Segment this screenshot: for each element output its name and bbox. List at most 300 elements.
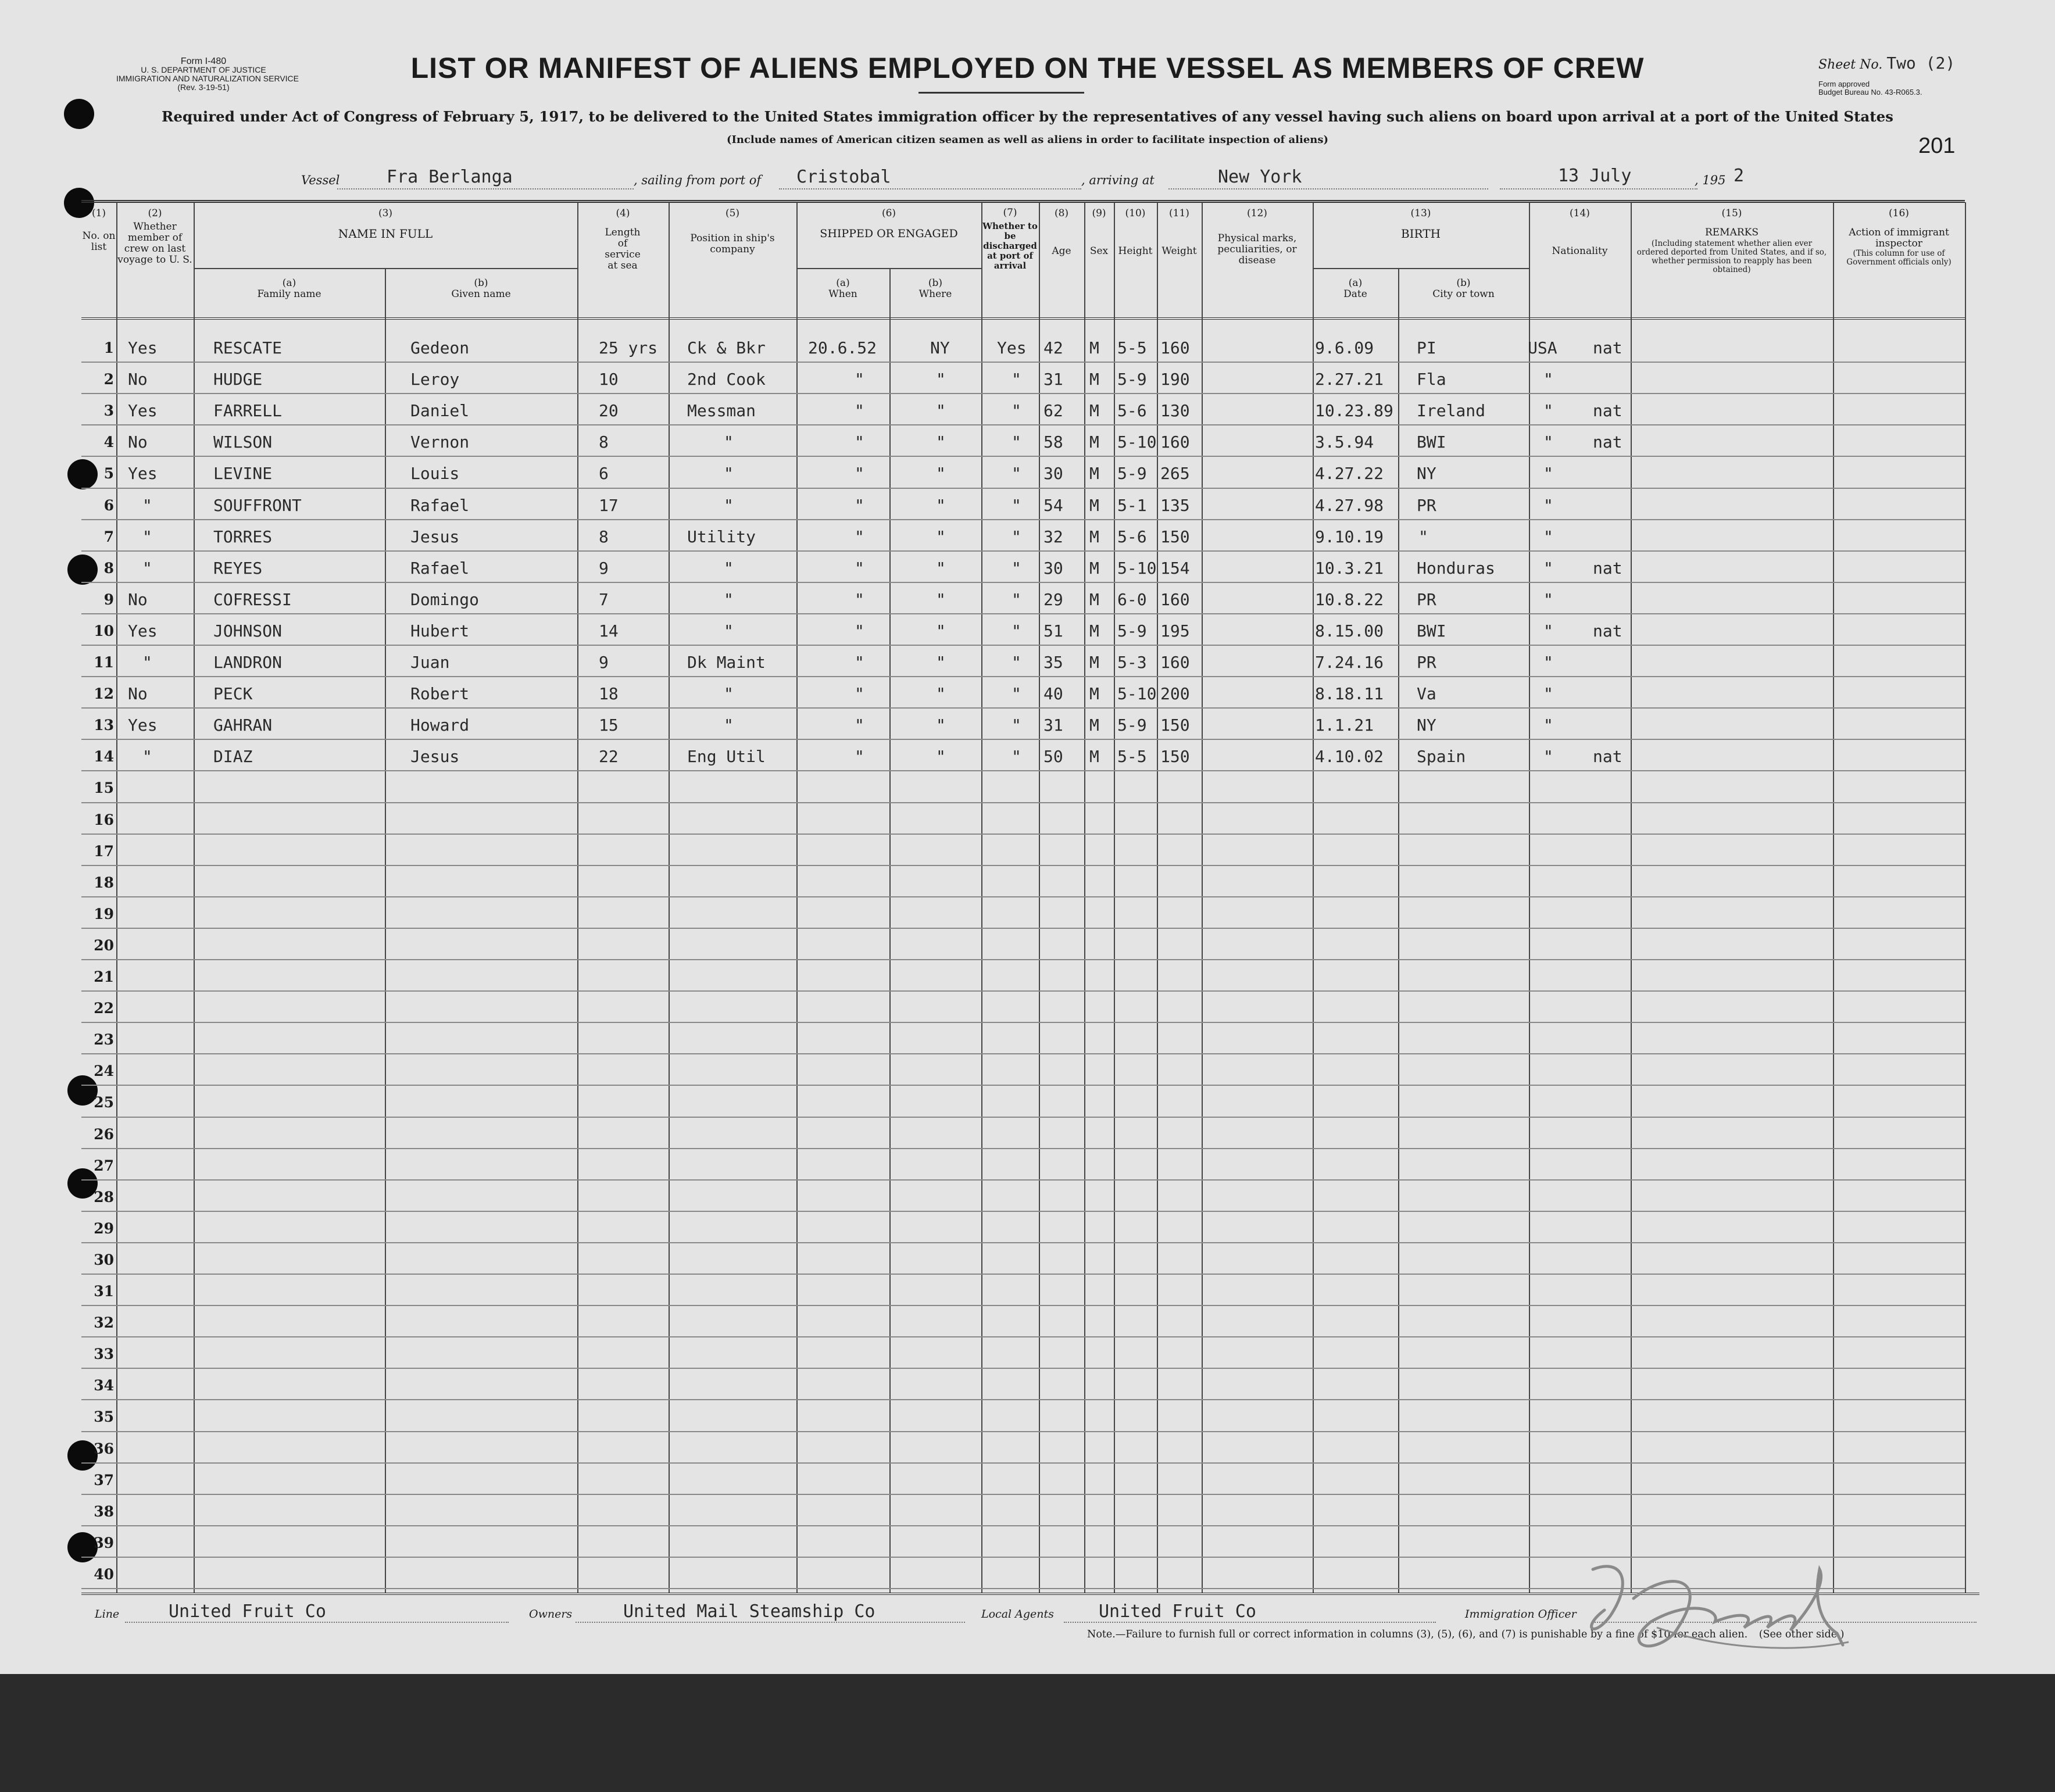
crew-shipped-when: " <box>855 558 864 578</box>
crew-birth-date: 8.15.00 <box>1315 621 1384 641</box>
column-divider <box>194 202 195 1593</box>
crew-position: " <box>724 464 734 484</box>
row-number: 2 <box>103 371 114 388</box>
crew-birth-date: 10.23.89 <box>1315 401 1393 421</box>
form-rev: (Rev. 3-19-51) <box>177 83 230 92</box>
crew-family-name: SOUFFRONT <box>213 495 302 515</box>
row-rule <box>81 613 1965 614</box>
row-rule <box>81 1022 1965 1023</box>
row-number: 16 <box>94 811 114 828</box>
col-label-15: REMARKS <box>1704 227 1759 238</box>
crew-shipped-when: " <box>855 653 864 672</box>
crew-service-length: 22 <box>599 747 619 767</box>
crew-height: 5-9 <box>1117 716 1147 735</box>
crew-discharged: " <box>1012 684 1021 704</box>
crew-nationality: " <box>1543 401 1553 421</box>
crew-sex: M <box>1089 653 1099 672</box>
arrival-year: 2 <box>1734 166 1745 186</box>
row-rule <box>81 770 1965 771</box>
crew-sex: M <box>1089 401 1099 421</box>
scan-border <box>0 1674 2055 1792</box>
col-num-3b: (b) <box>474 277 488 289</box>
crew-naturalized: nat <box>1593 338 1622 357</box>
crew-family-name: JOHNSON <box>213 621 283 641</box>
crew-service-length: 20 <box>599 401 619 421</box>
crew-family-name: REYES <box>213 558 263 578</box>
crew-family-name: WILSON <box>213 432 273 452</box>
crew-shipped-when: " <box>855 621 864 641</box>
crew-weight: 160 <box>1160 338 1190 357</box>
row-rule <box>81 1274 1965 1275</box>
crew-shipped-when: " <box>855 495 864 515</box>
row-rule <box>81 865 1965 866</box>
crew-shipped-where: " <box>936 716 946 735</box>
col-label-4: Length of service at sea <box>605 227 641 271</box>
col-label-11: Weight <box>1161 245 1197 257</box>
crew-nationality: " <box>1543 558 1553 578</box>
crew-sex: M <box>1089 589 1099 609</box>
crew-age: 50 <box>1043 747 1063 767</box>
row-number: 3 <box>103 402 114 420</box>
col-label-9: Sex <box>1089 245 1109 257</box>
row-rule <box>81 456 1965 457</box>
crew-shipped-where: " <box>936 401 946 421</box>
col-label-3: NAME IN FULL <box>338 227 433 241</box>
crew-given-name: Rafael <box>410 495 470 515</box>
col-header-9 <box>1084 208 1114 257</box>
crew-family-name: LANDRON <box>213 653 283 672</box>
crew-height: 5-9 <box>1117 464 1147 484</box>
col-num-6: (6) <box>881 208 896 219</box>
crew-family-name: DIAZ <box>213 747 253 767</box>
arriving-label: , arriving at <box>1081 173 1155 187</box>
form-dept: U. S. DEPARTMENT OF JUSTICE <box>141 65 266 74</box>
crew-nationality: " <box>1543 464 1553 484</box>
row-rule <box>81 928 1965 929</box>
col-num-6b: (b) <box>928 277 943 289</box>
row-rule <box>81 1462 1965 1464</box>
footer-officer-label: Immigration Officer <box>1465 1608 1577 1621</box>
row-rule <box>81 424 1965 425</box>
crew-birth-date: 4.10.02 <box>1315 747 1384 767</box>
crew-given-name: Juan <box>410 653 450 672</box>
approved-line-2: Budget Bureau No. 43-R065.3. <box>1818 88 1922 96</box>
crew-given-name: Gedeon <box>410 338 470 357</box>
row-number: 31 <box>94 1283 114 1300</box>
row-rule <box>81 550 1965 552</box>
crew-nationality: " <box>1543 747 1553 767</box>
crew-given-name: Hubert <box>410 621 470 641</box>
title-underline <box>919 92 1084 94</box>
crew-sex: M <box>1089 716 1099 735</box>
col-num-12: (12) <box>1247 208 1267 219</box>
crew-weight: 154 <box>1160 558 1190 578</box>
crew-last-voyage: Yes <box>128 621 158 641</box>
sheet-value: Two (2) <box>1886 53 1956 73</box>
crew-shipped-when: 20.6.52 <box>808 338 877 357</box>
col-header-1 <box>81 208 116 253</box>
crew-weight: 265 <box>1160 464 1190 484</box>
col-num-13: (13) <box>1410 208 1431 219</box>
crew-service-length: 17 <box>599 495 619 515</box>
row-rule <box>81 1242 1965 1243</box>
crew-age: 51 <box>1043 621 1063 641</box>
col-num-10: (10) <box>1125 208 1146 219</box>
column-divider <box>1114 202 1115 1593</box>
col-label-8: Age <box>1052 245 1071 257</box>
row-rule <box>81 1053 1965 1054</box>
col-header-10 <box>1114 208 1157 257</box>
crew-discharged: Yes <box>997 338 1027 357</box>
crew-discharged: " <box>1012 401 1021 421</box>
row-rule <box>81 990 1965 992</box>
col-num-5: (5) <box>725 208 740 219</box>
subtitle: Required under Act of Congress of February 5, 1917, to be delivered to the United States immigration officer by the representatives of any vessel having such aliens on board upon arrival at a port of the United States <box>162 108 1893 125</box>
column-divider <box>669 202 670 1593</box>
column-divider <box>1039 202 1040 1593</box>
crew-service-length: 9 <box>599 653 609 672</box>
crew-height: 5-9 <box>1117 621 1147 641</box>
col-header-3a <box>194 278 385 300</box>
col-label-14: Nationality <box>1552 245 1608 257</box>
crew-shipped-where: " <box>936 432 946 452</box>
crew-given-name: Vernon <box>410 432 470 452</box>
crew-shipped-where: " <box>936 464 946 484</box>
crew-shipped-where: " <box>936 747 946 767</box>
col-num-15: (15) <box>1721 208 1742 219</box>
footer-note-text: Note.—Failure to furnish full or correct information in columns (3), (5), (6), and (7) is punishable by a fine of $10 for each alien. <box>1087 1629 1748 1640</box>
col-label-13: BIRTH <box>1400 227 1441 241</box>
row-rule <box>81 1336 1965 1337</box>
col-header-13a <box>1313 278 1398 300</box>
crew-height: 6-0 <box>1117 589 1147 609</box>
crew-weight: 150 <box>1160 527 1190 546</box>
crew-weight: 130 <box>1160 401 1190 421</box>
crew-service-length: 10 <box>599 370 619 389</box>
row-rule <box>81 1305 1965 1306</box>
column-divider <box>1631 202 1632 1593</box>
crew-birth-city: Va <box>1417 684 1436 704</box>
row-rule <box>81 1368 1965 1369</box>
row-number: 15 <box>94 779 114 797</box>
crew-weight: 200 <box>1160 684 1190 704</box>
row-number: 14 <box>94 748 114 766</box>
column-divider <box>1084 202 1085 1593</box>
col-header-5 <box>669 208 796 255</box>
crew-height: 5-10 <box>1117 432 1157 452</box>
crew-naturalized: nat <box>1593 747 1622 767</box>
crew-sex: M <box>1089 558 1099 578</box>
crew-position: Ck & Bkr <box>687 338 766 357</box>
crew-last-voyage: Yes <box>128 401 158 421</box>
crew-nationality: " <box>1543 716 1553 735</box>
row-rule <box>81 739 1965 740</box>
crew-shipped-when: " <box>855 684 864 704</box>
crew-age: 30 <box>1043 558 1063 578</box>
dotted-line <box>1064 1622 1436 1623</box>
crew-naturalized: nat <box>1593 621 1622 641</box>
crew-last-voyage: " <box>142 653 152 672</box>
crew-position: " <box>724 558 734 578</box>
col-num-13b: (b) <box>1456 277 1471 289</box>
crew-age: 54 <box>1043 495 1063 515</box>
crew-family-name: RESCATE <box>213 338 283 357</box>
footer-agents: United Fruit Co <box>1099 1601 1256 1622</box>
row-number: 26 <box>94 1125 114 1143</box>
col-num-14: (14) <box>1570 208 1590 219</box>
port-label: , sailing from port of <box>634 173 762 187</box>
col-label-5: Position in ship's company <box>690 233 775 255</box>
col-num-6a: (a) <box>836 277 850 289</box>
crew-service-length: 25 yrs <box>599 338 658 357</box>
crew-shipped-where: " <box>936 589 946 609</box>
row-rule <box>81 802 1965 803</box>
crew-family-name: GAHRAN <box>213 716 273 735</box>
crew-shipped-when: " <box>855 747 864 767</box>
column-divider <box>577 202 578 1593</box>
row-number: 1 <box>103 339 114 356</box>
subheader-rule <box>194 268 577 269</box>
page-number: 201 <box>1918 134 1956 158</box>
crew-birth-date: 4.27.98 <box>1315 495 1384 515</box>
col-header-4 <box>577 208 669 271</box>
col-label-6a: When <box>828 288 857 300</box>
footer-line-label: Line <box>95 1608 120 1621</box>
crew-position: " <box>724 432 734 452</box>
arriving-port: New York <box>1218 167 1302 187</box>
col-label-13b: City or town <box>1432 288 1495 300</box>
row-number: 5 <box>103 465 114 482</box>
page-title: LIST OR MANIFEST OF ALIENS EMPLOYED ON THE VESSEL AS MEMBERS OF CREW <box>410 52 1645 84</box>
crew-birth-date: 9.10.19 <box>1315 527 1384 546</box>
crew-position: " <box>724 684 734 704</box>
crew-family-name: TORRES <box>213 527 273 546</box>
crew-given-name: Robert <box>410 684 470 704</box>
crew-shipped-when: " <box>855 401 864 421</box>
crew-shipped-where: " <box>936 621 946 641</box>
row-rule <box>81 1494 1965 1495</box>
crew-discharged: " <box>1012 653 1021 672</box>
col-label-16: Action of immigrant inspector <box>1849 227 1949 249</box>
crew-nationality: USA <box>1528 338 1557 357</box>
col-header-12 <box>1202 208 1313 266</box>
crew-discharged: " <box>1012 716 1021 735</box>
crew-height: 5-1 <box>1117 495 1147 515</box>
col-num-3: (3) <box>378 208 393 219</box>
crew-birth-date: 7.24.16 <box>1315 653 1384 672</box>
column-divider <box>1202 202 1203 1593</box>
crew-height: 5-9 <box>1117 370 1147 389</box>
year-label: , 195 <box>1695 173 1726 187</box>
crew-age: 31 <box>1043 370 1063 389</box>
crew-age: 58 <box>1043 432 1063 452</box>
crew-height: 5-6 <box>1117 527 1147 546</box>
crew-last-voyage: No <box>128 370 148 389</box>
crew-service-length: 6 <box>599 464 609 484</box>
crew-weight: 160 <box>1160 589 1190 609</box>
subheader-rule <box>1313 268 1529 269</box>
crew-last-voyage: " <box>142 527 152 546</box>
crew-birth-city: PI <box>1417 338 1436 357</box>
crew-family-name: COFRESSI <box>213 589 292 609</box>
col-header-2 <box>116 208 194 266</box>
row-rule <box>81 519 1965 520</box>
row-number: 38 <box>94 1503 114 1520</box>
crew-family-name: PECK <box>213 684 253 704</box>
crew-sex: M <box>1089 370 1099 389</box>
row-rule <box>81 1085 1965 1086</box>
crew-birth-city: NY <box>1417 716 1436 735</box>
row-number: 33 <box>94 1346 114 1363</box>
row-rule <box>81 1179 1965 1181</box>
crew-age: 42 <box>1043 338 1063 357</box>
row-number: 34 <box>94 1377 114 1394</box>
column-divider <box>385 269 386 1593</box>
crew-height: 5-3 <box>1117 653 1147 672</box>
crew-shipped-when: " <box>855 464 864 484</box>
crew-sex: M <box>1089 464 1099 484</box>
crew-given-name: Jesus <box>410 747 460 767</box>
col-num-13a: (a) <box>1348 277 1363 289</box>
col-label-13a: Date <box>1343 288 1367 300</box>
crew-birth-city: BWI <box>1417 432 1446 452</box>
crew-given-name: Louis <box>410 464 460 484</box>
col-label-3b: Given name <box>451 288 511 300</box>
crew-age: 29 <box>1043 589 1063 609</box>
row-rule <box>81 896 1965 897</box>
crew-position: " <box>724 495 734 515</box>
crew-age: 40 <box>1043 684 1063 704</box>
crew-age: 30 <box>1043 464 1063 484</box>
crew-naturalized: nat <box>1593 401 1622 421</box>
crew-birth-city: PR <box>1417 653 1436 672</box>
row-number: 9 <box>103 591 114 608</box>
crew-nationality: " <box>1543 432 1553 452</box>
dotted-line <box>1500 188 1697 189</box>
subheader-rule <box>796 268 981 269</box>
crew-weight: 190 <box>1160 370 1190 389</box>
crew-position: Messman <box>687 401 756 421</box>
col-label-7: Whether to be discharged at port of arrival <box>982 221 1038 271</box>
row-number: 35 <box>94 1408 114 1426</box>
col-sub-16: (This column for use of Government officials only) <box>1846 249 1952 267</box>
footer-owners-label: Owners <box>529 1608 573 1621</box>
crew-discharged: " <box>1012 464 1021 484</box>
crew-discharged: " <box>1012 747 1021 767</box>
row-rule <box>81 959 1965 960</box>
column-divider <box>1313 202 1314 1593</box>
row-number: 17 <box>94 842 114 860</box>
row-rule <box>81 362 1965 363</box>
crew-birth-city: Ireland <box>1417 401 1486 421</box>
crew-service-length: 18 <box>599 684 619 704</box>
row-rule <box>81 1117 1965 1118</box>
crew-shipped-where: " <box>936 558 946 578</box>
col-label-6b: Where <box>919 288 952 300</box>
crew-shipped-where: NY <box>930 338 950 357</box>
col-header-6 <box>796 208 981 239</box>
header-bottom-rule <box>81 317 1965 320</box>
column-divider <box>889 269 891 1593</box>
crew-birth-city: BWI <box>1417 621 1446 641</box>
crew-weight: 195 <box>1160 621 1190 641</box>
dotted-line <box>576 1622 965 1623</box>
row-number: 29 <box>94 1219 114 1237</box>
row-number: 10 <box>94 622 114 639</box>
form-id: Form I-480 <box>180 56 227 66</box>
row-number: 12 <box>94 685 114 703</box>
crew-age: 62 <box>1043 401 1063 421</box>
row-number: 37 <box>94 1471 114 1489</box>
footer-see-other: (See other side.) <box>1759 1629 1845 1640</box>
crew-weight: 160 <box>1160 432 1190 452</box>
officer-signature <box>1570 1546 1872 1662</box>
crew-birth-city: Fla <box>1417 370 1446 389</box>
crew-discharged: " <box>1012 370 1021 389</box>
crew-discharged: " <box>1012 495 1021 515</box>
col-num-11: (11) <box>1169 208 1189 219</box>
crew-sex: M <box>1089 495 1099 515</box>
crew-position: Dk Maint <box>687 653 766 672</box>
row-rule <box>81 645 1965 646</box>
crew-birth-date: 2.27.21 <box>1315 370 1384 389</box>
crew-birth-city: Spain <box>1417 747 1466 767</box>
crew-shipped-when: " <box>855 716 864 735</box>
crew-nationality: " <box>1543 589 1553 609</box>
crew-discharged: " <box>1012 621 1021 641</box>
crew-position: " <box>724 716 734 735</box>
crew-shipped-when: " <box>855 527 864 546</box>
row-number: 30 <box>94 1251 114 1268</box>
col-header-3 <box>194 208 577 239</box>
row-number: 40 <box>94 1565 114 1583</box>
crew-last-voyage: " <box>142 495 152 515</box>
crew-last-voyage: No <box>128 589 148 609</box>
crew-birth-date: 10.8.22 <box>1315 589 1384 609</box>
column-divider <box>796 202 798 1593</box>
crew-last-voyage: " <box>142 747 152 767</box>
form-approved <box>1818 80 1922 96</box>
crew-service-length: 9 <box>599 558 609 578</box>
crew-position: " <box>724 589 734 609</box>
row-rule <box>81 1431 1965 1432</box>
crew-given-name: Domingo <box>410 589 480 609</box>
row-rule <box>81 676 1965 677</box>
row-number: 24 <box>94 1063 114 1080</box>
row-number: 13 <box>94 717 114 734</box>
crew-given-name: Daniel <box>410 401 470 421</box>
crew-discharged: " <box>1012 558 1021 578</box>
crew-weight: 150 <box>1160 716 1190 735</box>
col-header-8 <box>1039 208 1084 257</box>
row-number: 28 <box>94 1188 114 1206</box>
crew-height: 5-5 <box>1117 338 1147 357</box>
crew-birth-date: 4.27.22 <box>1315 464 1384 484</box>
crew-shipped-where: " <box>936 684 946 704</box>
row-number: 25 <box>94 1094 114 1111</box>
col-header-16 <box>1833 208 1965 267</box>
crew-shipped-where: " <box>936 370 946 389</box>
row-number: 21 <box>94 968 114 985</box>
row-rule <box>81 393 1965 394</box>
crew-position: Eng Util <box>687 747 766 767</box>
crew-naturalized: nat <box>1593 432 1622 452</box>
crew-family-name: HUDGE <box>213 370 263 389</box>
crew-shipped-where: " <box>936 653 946 672</box>
crew-shipped-when: " <box>855 589 864 609</box>
crew-birth-date: 1.1.21 <box>1315 716 1374 735</box>
crew-discharged: " <box>1012 589 1021 609</box>
